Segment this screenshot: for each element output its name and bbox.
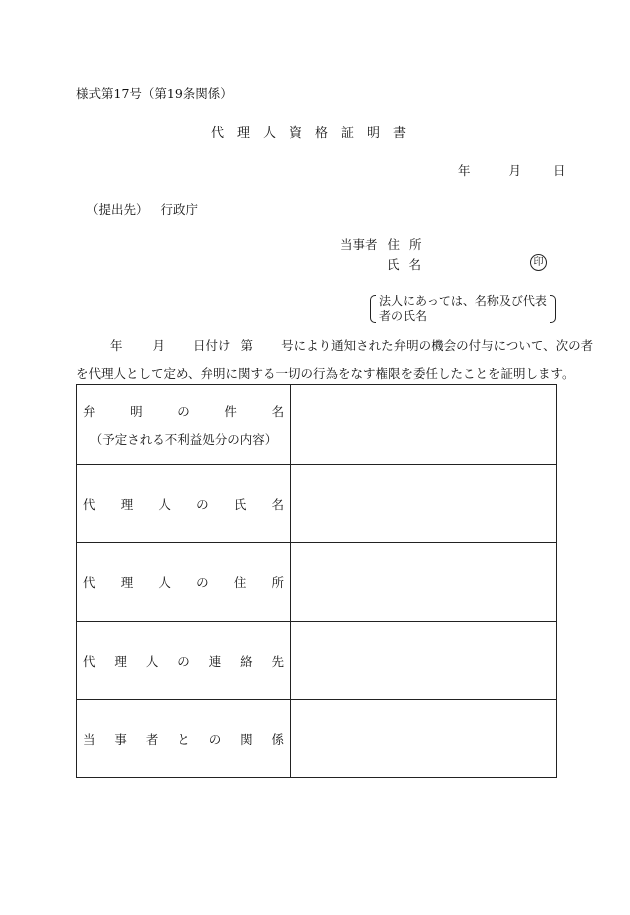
table-label-cell [77, 700, 291, 778]
table-row [77, 385, 557, 465]
row-label-relationship: 当 事 者 と の 関 係 [83, 731, 285, 747]
body-line-1 [110, 336, 593, 354]
proxy-info-table [76, 384, 557, 778]
row-label-proxy-name: 代 理 人 の 氏 名 [83, 496, 285, 512]
submission-line [86, 200, 198, 218]
address-label: 住所 [387, 237, 431, 252]
name-label: 氏名 [387, 257, 431, 272]
party-address-line [340, 235, 431, 253]
body-text: 号により通知された弁明の機会の付与について、次の者 [281, 338, 594, 353]
table-label-cell [77, 622, 291, 700]
row-label-proxy-contact: 代 理 人 の 連 絡 先 [83, 653, 285, 669]
body-day: 日付け [193, 338, 231, 353]
table-label-cell [77, 543, 291, 622]
party-label: 当事者 [340, 237, 378, 252]
table-row [77, 465, 557, 543]
submission-value: 行政庁 [160, 202, 199, 217]
relationship-field[interactable] [291, 700, 557, 778]
row-sublabel: （予定される不利益処分の内容） [89, 431, 278, 447]
table-label-cell [77, 465, 291, 543]
date-day: 日 [553, 163, 566, 178]
form-number: 様式第17号（第19条関係） [76, 86, 233, 101]
date-year: 年 [458, 163, 471, 178]
corporation-note-text: 法人にあっては、名称及び代表者の氏名 [379, 294, 547, 323]
date-month: 月 [508, 163, 522, 178]
row-label-proxy-address: 代 理 人 の 住 所 [83, 575, 285, 590]
body-line-2: を代理人として定め、弁明に関する一切の行為をなす権限を委任したことを証明します。 [76, 366, 575, 381]
submission-label: （提出先） [86, 202, 149, 217]
body-year: 年 [110, 338, 123, 353]
party-name-line [387, 255, 430, 273]
table-row [77, 700, 557, 778]
table-label-cell [77, 385, 291, 465]
body-number-prefix: 第 [240, 338, 254, 353]
body-month: 月 [152, 338, 166, 353]
corporation-note [370, 295, 556, 321]
table-row [77, 543, 557, 622]
subject-value-field[interactable] [291, 385, 557, 465]
date-line [458, 161, 566, 179]
proxy-name-field[interactable] [291, 465, 557, 543]
seal-mark: 印 [530, 254, 547, 271]
proxy-contact-field[interactable] [291, 622, 557, 700]
document-title: 代理人資格証明書 [210, 126, 419, 141]
table-row [77, 622, 557, 700]
proxy-address-field[interactable] [291, 543, 557, 622]
row-label-subject: 弁 明 の 件 名 [83, 403, 285, 419]
